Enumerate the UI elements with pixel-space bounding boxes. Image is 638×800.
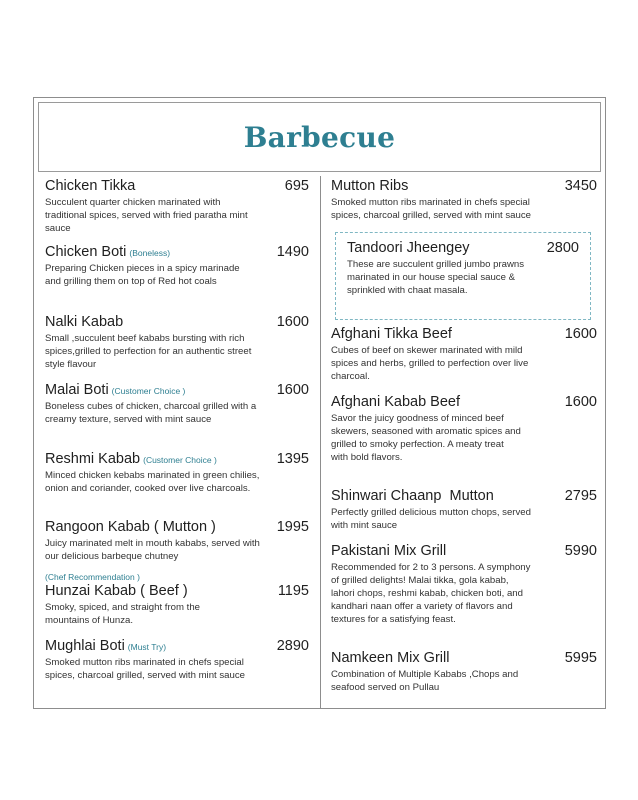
item-description: Succulent quarter chicken marinated with traditional spices, served with fried paratha mint sauce <box>45 197 248 234</box>
item-price: 695 <box>284 178 309 194</box>
item-name: Afghani Kabab Beef <box>331 394 460 410</box>
item-name: Shinwari Chaanp Mutton <box>331 488 494 504</box>
menu-header <box>38 102 601 172</box>
item-name: Reshmi Kabab <box>45 451 141 467</box>
item-tag: (Chef Recommendation ) <box>45 572 140 582</box>
menu-item-afghani-tikka-beef <box>331 326 597 383</box>
page-title: Barbecue <box>243 120 396 154</box>
column-divider <box>320 176 321 708</box>
menu-item-hunzai-kabab <box>45 572 309 627</box>
item-price: 2795 <box>564 488 597 504</box>
item-description: Combination of Multiple Kababs ,Chops and seafood served on Pullau <box>331 669 519 693</box>
item-price: 1395 <box>276 451 309 467</box>
menu-item-malai-boti <box>45 382 309 426</box>
item-price: 1600 <box>276 314 309 330</box>
item-description: Perfectly grilled delicious mutton chops, served with mint sauce <box>331 507 531 531</box>
menu-item-chicken-boti <box>45 244 309 288</box>
menu-item-shinwari-chaanp <box>331 488 597 532</box>
item-name: Namkeen Mix Grill <box>331 650 450 666</box>
item-price: 1600 <box>564 326 597 342</box>
item-description: Boneless cubes of chicken, charcoal grilled with a creamy texture, served with mint sauce <box>45 401 257 425</box>
menu-item-nalki-kabab <box>45 314 309 371</box>
menu-frame <box>33 97 606 709</box>
item-name: Malai Boti <box>45 382 109 398</box>
item-price: 1600 <box>276 382 309 398</box>
item-description: Preparing Chicken pieces in a spicy marinade and grilling them on top of Red hot coals <box>45 263 240 287</box>
menu-item-tandoori-jheengey <box>335 232 591 320</box>
item-price: 3450 <box>564 178 597 194</box>
menu-item-reshmi-kabab <box>45 451 309 495</box>
item-price: 2800 <box>546 240 579 256</box>
menu-item-mutton-ribs <box>331 178 597 222</box>
item-description: These are succulent grilled jumbo prawns marinated in our house special sauce & sprinkled with chaat masala. <box>347 259 525 296</box>
menu-item-namkeen-mix-grill <box>331 650 597 694</box>
item-tag: (Customer Choice ) <box>143 455 217 465</box>
item-price: 5990 <box>564 543 597 559</box>
item-name: Afghani Tikka Beef <box>331 326 452 342</box>
item-description: Juicy marinated melt in mouth kababs, served with our delicious barbeque chutney <box>45 538 260 562</box>
item-price: 2890 <box>276 638 309 654</box>
item-name: Chicken Tikka <box>45 178 136 194</box>
item-price: 1490 <box>276 244 309 260</box>
menu-item-afghani-kabab-beef <box>331 394 597 464</box>
item-name: Tandoori Jheengey <box>347 240 470 256</box>
item-description: Cubes of beef on skewer marinated with mild spices and herbs, grilled to perfection over live charcoal. <box>331 345 529 382</box>
item-description: Smoky, spiced, and straight from the mountains of Hunza. <box>45 602 200 626</box>
item-price: 1600 <box>564 394 597 410</box>
item-name: Nalki Kabab <box>45 314 124 330</box>
item-tag: (Must Try) <box>127 642 167 652</box>
item-name: Pakistani Mix Grill <box>331 543 447 559</box>
item-tag: (Customer Choice ) <box>111 386 186 396</box>
item-description: Savor the juicy goodness of minced beef skewers, seasoned with aromatic spices and grilled to smoky perfection. A meaty treat with bold flavors. <box>331 413 521 463</box>
item-description: Minced chicken kebabs marinated in green chilies, onion and coriander, cooked over live charcoals. <box>45 470 260 494</box>
item-description: Smoked mutton ribs marinated in chefs special spices, charcoal grilled, served with mint sauce <box>331 197 531 221</box>
item-name: Hunzai Kabab ( Beef ) <box>45 583 188 599</box>
item-tag: (Boneless) <box>129 248 171 258</box>
item-price: 5995 <box>564 650 597 666</box>
item-price: 1995 <box>276 519 309 535</box>
item-description: Small ,succulent beef kababs bursting with rich spices,grilled to perfection for an authentic street style flavour <box>45 333 252 370</box>
menu-item-pakistani-mix-grill <box>331 543 597 626</box>
item-name: Rangoon Kabab ( Mutton ) <box>45 519 216 535</box>
menu-item-rangoon-kabab <box>45 519 309 563</box>
item-name: Chicken Boti <box>45 244 127 260</box>
item-description: Recommended for 2 to 3 persons. A symphony of grilled delights! Malai tikka, gola kabab, lahori chops, reshmi kabab, chicken boti, and kandhari naan offer a variety of flavors and textures for a satisfying feast. <box>331 562 531 625</box>
item-name: Mutton Ribs <box>331 178 409 194</box>
item-price: 1195 <box>277 583 309 599</box>
item-description: Smoked mutton ribs marinated in chefs special spices, charcoal grilled, served with mint sauce <box>45 657 245 681</box>
menu-item-mughlai-boti <box>45 638 309 682</box>
menu-item-chicken-tikka <box>45 178 309 235</box>
item-name: Mughlai Boti <box>45 638 125 654</box>
